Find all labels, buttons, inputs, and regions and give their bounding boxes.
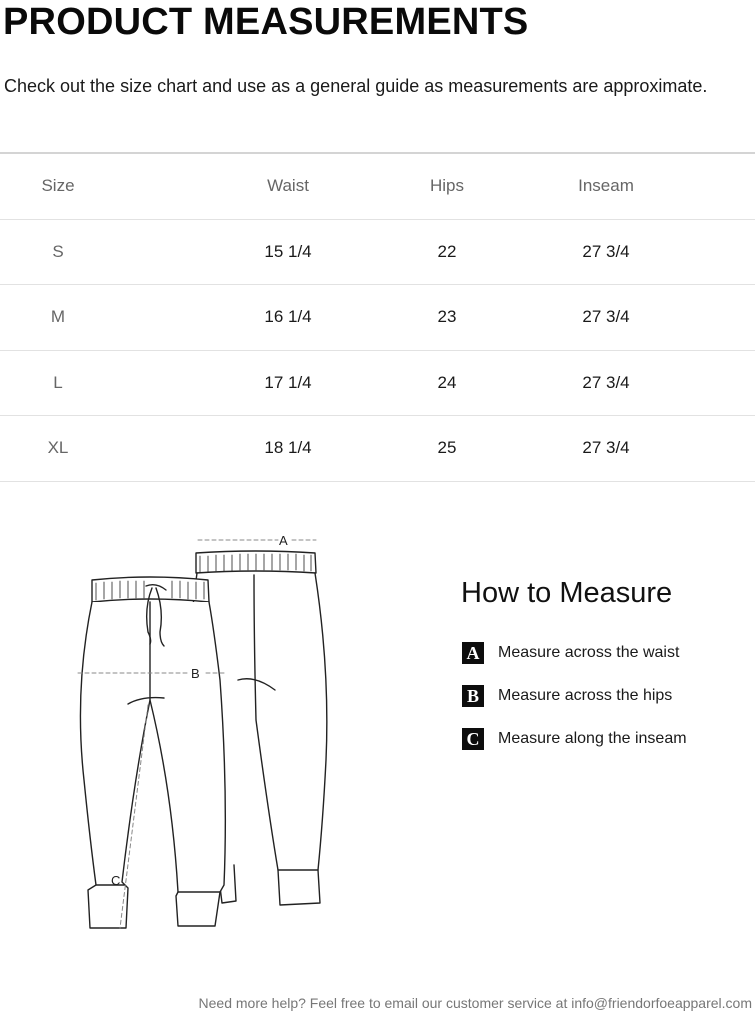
how-to-measure-title: How to Measure [461,577,673,609]
page-title: PRODUCT MEASUREMENTS [3,1,529,43]
column-header-inseam: Inseam [578,176,634,195]
table-row [0,220,755,286]
column-header-hips: Hips [429,176,464,195]
legend-badge-b: B [462,685,484,707]
inseam-cell: 27 3/4 [582,241,630,261]
table-row [0,416,755,482]
waist-cell: 16 1/4 [264,307,312,326]
inseam-cell: 27 3/4 [582,372,630,392]
legend-text-inseam: Measure along the inseam [498,730,687,747]
table-row [0,351,755,417]
waist-cell: 15 1/4 [264,241,312,261]
size-cell: S [52,241,64,261]
table-row [0,285,755,351]
footer-help-text: Need more help? Feel free to email our customer service at info@friendorfoeapparel.com [198,995,752,1011]
legend-item-waist [462,641,679,665]
diagram-label-b: B [191,666,200,681]
legend-item-inseam [462,727,687,751]
legend-item-hips [462,684,672,708]
waist-cell: 17 1/4 [264,372,312,392]
hips-cell: 23 [437,307,457,326]
waist-cell: 18 1/4 [264,438,312,457]
page-subtitle: Check out the size chart and use as a general guide as measurements are approximate. [4,76,708,96]
hips-cell: 22 [437,241,457,261]
legend-badge-c: C [462,728,484,750]
hips-cell: 24 [437,372,457,392]
column-header-size: Size [41,176,75,195]
legend-text-hips: Measure across the hips [498,687,673,704]
size-cell: L [53,372,63,392]
legend-badge-a: A [462,642,484,664]
table-header-row [0,154,755,220]
hips-cell: 25 [437,438,457,457]
diagram-label-c: C [111,873,121,888]
size-cell: M [50,307,66,326]
size-chart-table [0,152,755,482]
inseam-cell: 27 3/4 [582,438,630,457]
size-cell: XL [47,438,69,457]
diagram-label-a: A [279,533,288,548]
inseam-cell: 27 3/4 [582,307,630,326]
legend-text-waist: Measure across the waist [498,644,680,661]
front-view-pants [80,577,225,928]
column-header-waist: Waist [267,176,309,195]
pants-measurement-diagram [60,520,350,940]
